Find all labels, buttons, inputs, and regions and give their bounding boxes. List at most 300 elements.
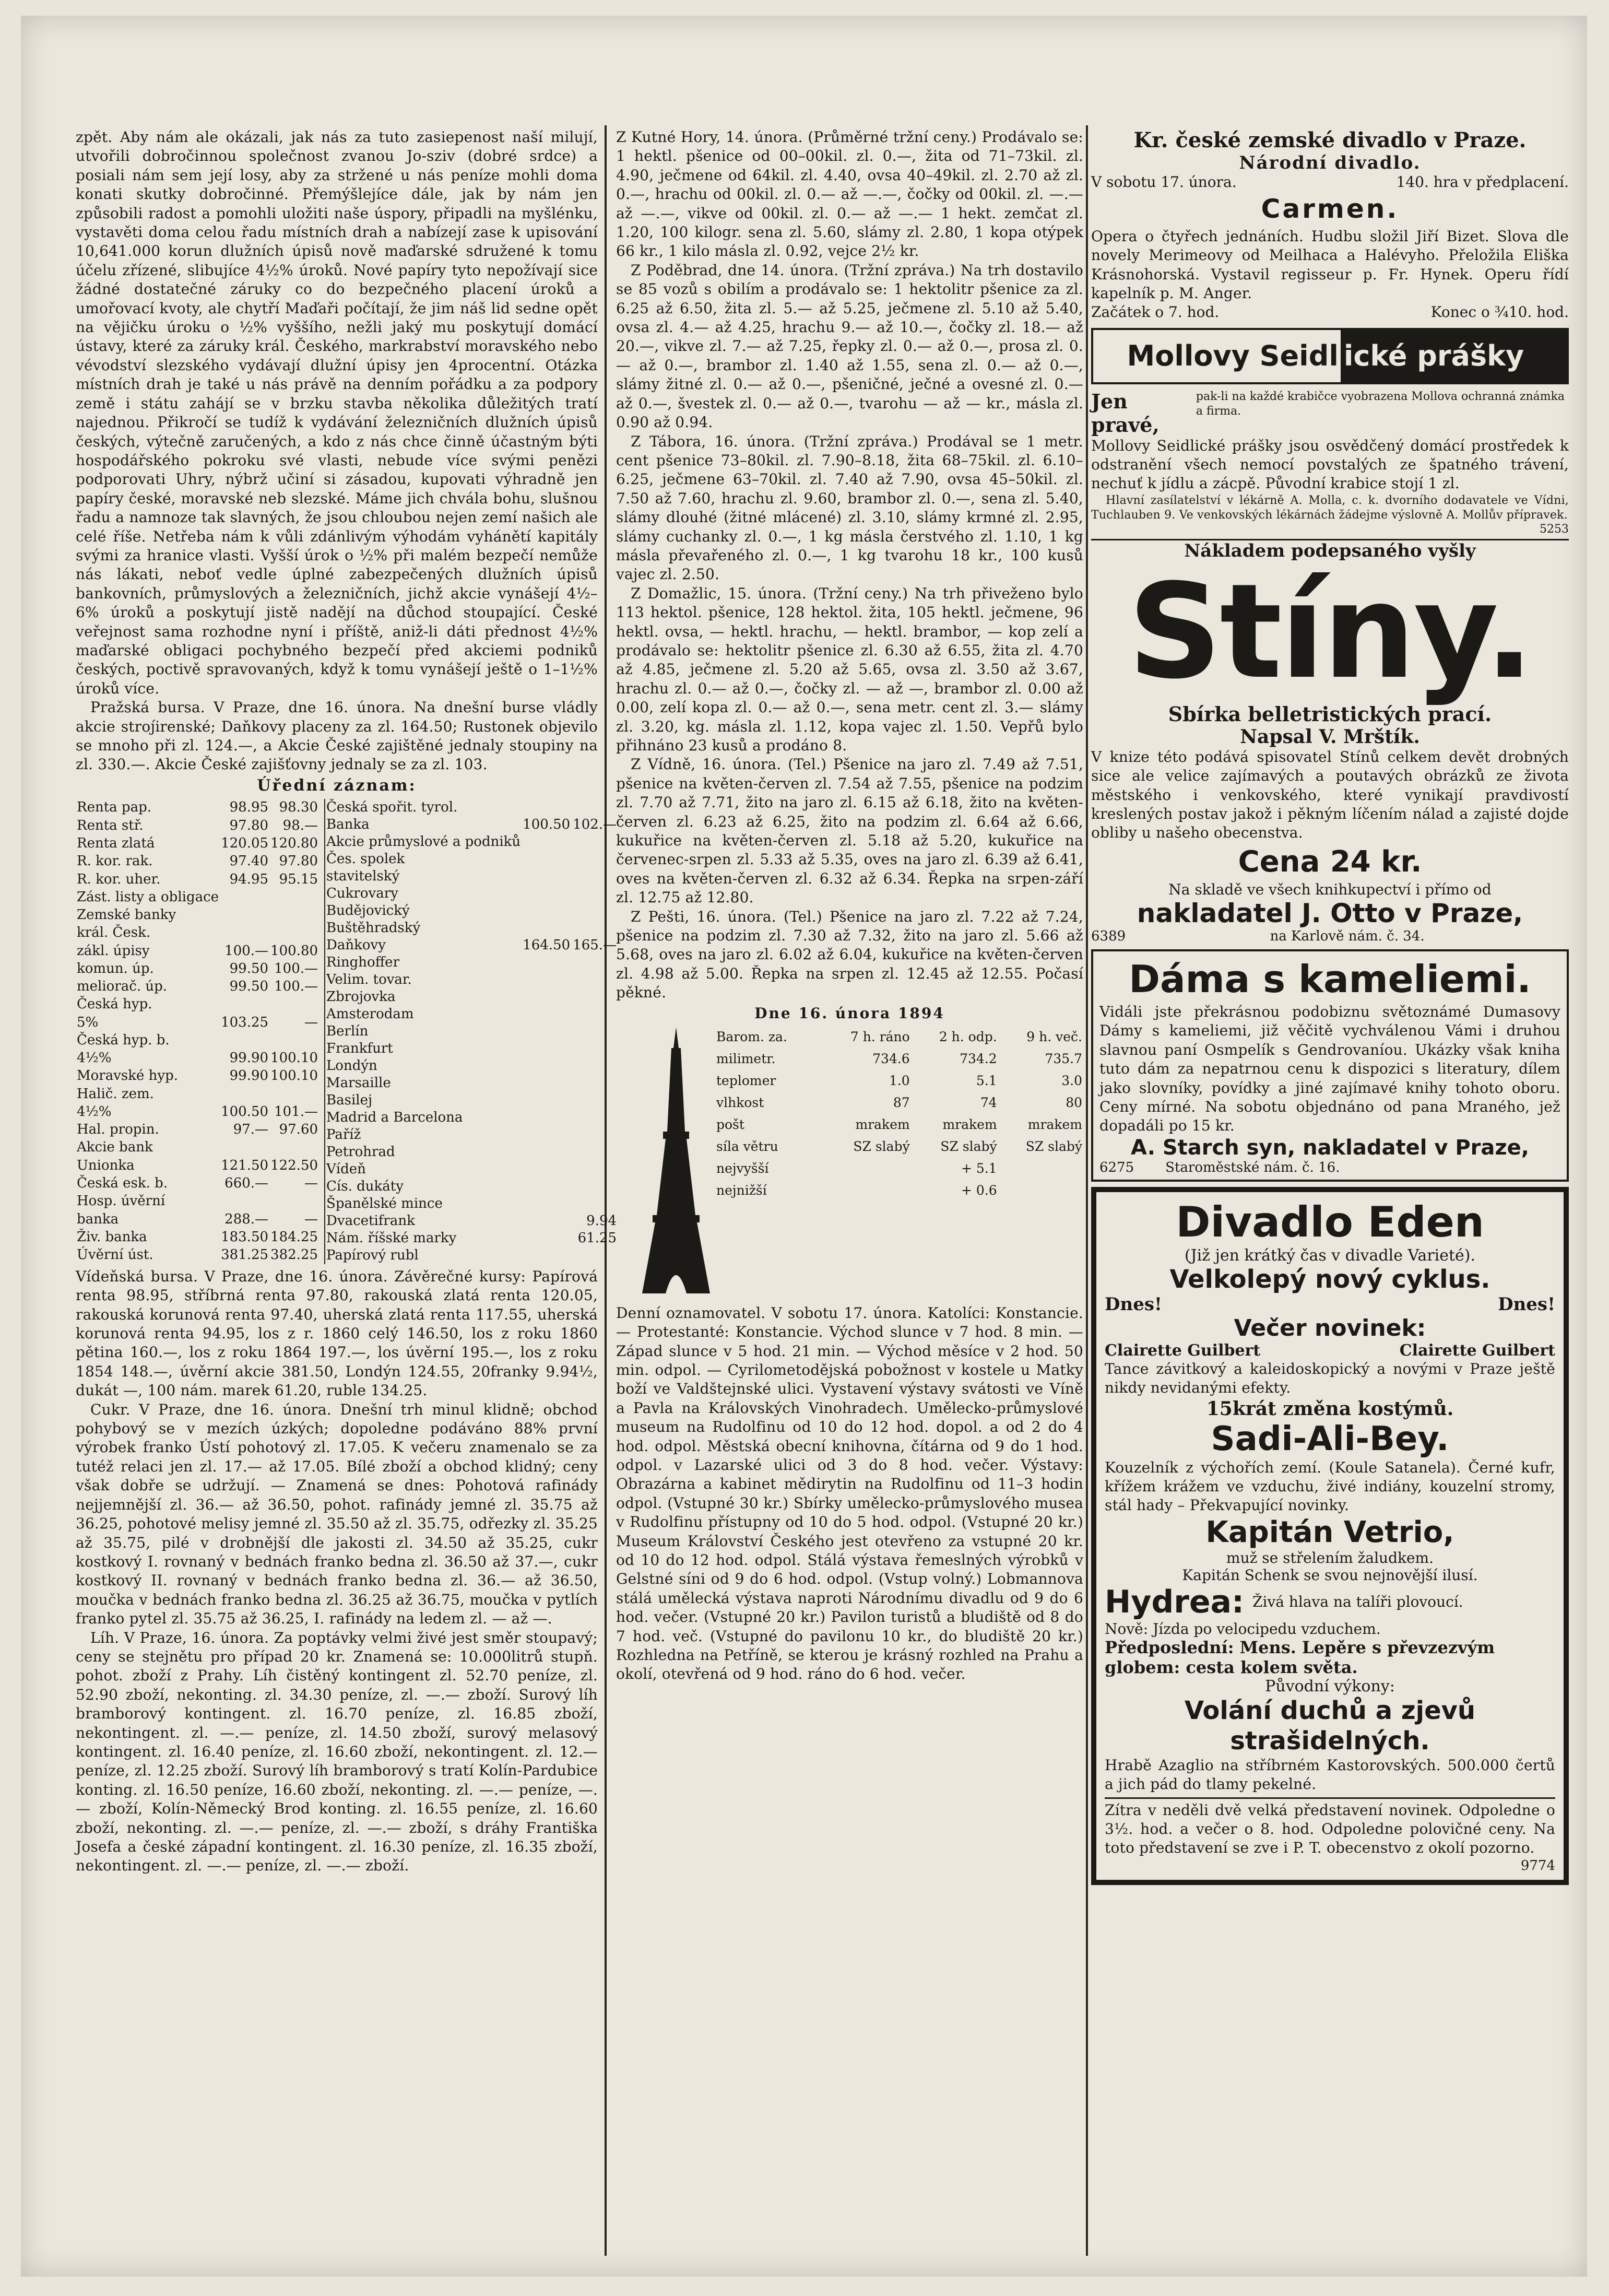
exchange-left-cell: Hosp. úvěrní <box>77 1193 165 1209</box>
exchange-left-cell <box>269 1193 319 1210</box>
stiny-number: 6389 <box>1091 928 1126 944</box>
exchange-right-row <box>325 1057 618 1075</box>
weather-cell: 7 h. ráno <box>850 1029 910 1044</box>
weather-cell: 87 <box>893 1094 910 1110</box>
dama-ad <box>1091 949 1569 1182</box>
exchange-left-cell: 120.80 <box>270 835 318 851</box>
exchange-right-cell <box>522 1212 572 1230</box>
column-3 <box>1091 128 1569 2264</box>
exchange-right-row <box>325 1006 618 1023</box>
weather-cell: 735.7 <box>1045 1051 1082 1066</box>
exchange-left-cell: banka <box>77 1211 119 1227</box>
weather-cell: Barom. za. <box>716 1029 787 1044</box>
exchange-left-cell: 103.25 <box>221 1014 269 1030</box>
exchange-right-cell: Čes. spolek <box>326 851 405 867</box>
exchange-left-row <box>76 924 319 942</box>
moll-depot: Hlavní zasílatelství v lékárně A. Molla, c. k. dvorního dodavatele ve Vídni, Tuchlauben 9. Ve venkovských lékárnách žádejme výslovně A. Mollův přípravek. <box>1091 493 1569 522</box>
exchange-left-cell: Akcie bank <box>77 1139 153 1156</box>
eden-last: Předposlední: Mens. Lepěre s převzezvým globem: cesta kolem světa. <box>1105 1637 1495 1677</box>
exchange-left-row <box>76 978 319 995</box>
exchange-right-cell <box>522 851 572 868</box>
exchange-right-row <box>325 920 618 937</box>
spirits-report: Líh. V Praze, 16. února. Za poptávky velmi živé jest směr stoupavý; ceny se stejnětu pro případ 20 kr. Znamená se: 10.000litrů stupň. pohot. zboží z Prahy. Líh čistěný kontingent zl. 52.70 peníze, zl. 52.90 zboží, nekonting. zl. 34.30 peníze, zl. —.— zboží. Surový líh bramborový kontingent. zl. 16.70 peníze, zl. 16.85 zboží, nekontingent. zl. —.— peníze, zl. 14.50 zboží, surový melasový kontingent. zl. 16.40 peníze, zl. 16.60 zboží, nekontingent. zl. 12.— peníze, zl. 12.25 zboží. Surový líh bramborový s tratí Kolín-Pardubice konting. zl. 16.50 peníze, 16.60 zboží, nekonting. zl. —.— peníze, —.— zboží, Kolín-Německý Brod konting. zl. 16.55 peníze, zl. 16.60 zboží, nekonting. zl. —.— peníze, zl. —.— zboží, s dráhy Františka Josefa a české západní kontingent. zl. 16.30 peníze, zl. 16.35 zboží, nekontingent. zl. —.— peníze, zl. —.— zboží. <box>76 1629 598 1875</box>
daily-notes: Denní oznamovatel. V sobotu 17. února. Katolíci: Konstancie. — Protestanté: Konstancie. Východ slunce v 7 hod. 8 min. — Západ slunce v 5 hod. 21 min. — Východ měsíce v 2 hod. 50 min. odpol. — Cyrilometodějská pobožnost v kostele u Matky boží ve Valdštejnské ulici. Vystavení výstavy svátosti ve Víně a Pavla na Královských Vinohradech. Umělecko-průmyslové museum na Rudolfinu od 10 do 12 hod. dopol. a od 2 do 4 hod. odpol. Městská obecní knihovna, čítárna od 9 do 1 hod. odpol. v Lazarské ulici od 3 do 8 hod. večer. Výstavy: Obrazárna a kabinet mědirytin na Rudolfinu od 11–3 hodin odpol. (Vstupné 30 kr.) Sbírky umělecko-průmyslového musea v Rudolfinu přístupny od 10 do 5 hod. odpol. (Vstupné 20 kr.) Museum Království Českého jest otevřeno za vstupné 20 kr. od 10 do 12 hod. odpol. Stálá výstava řemeslných výrobků v Gelstné síni od 9 do 6 hod. odpol. (Vstup volný.) Lobmannova stálá umělecká výstava naproti Národnímu divadlu od 9 do 6 hod. večer. (Vstupné 20 kr.) Pavilon turistů a bludiště od 8 do 7 hod. več. (Vstupné do pavilonu 10 kr., do bludiště 20 kr.) Rozhledna na Petříně, se kterou je krásný rozhled na Prahu a okolí, otevřená od 9 hod. ráno do 6 hod. večer. <box>616 1304 1083 1683</box>
exchange-left-cell: 97.80 <box>279 853 318 869</box>
exchange-right-cell <box>572 1144 618 1161</box>
exchange-left-cell: Unionka <box>77 1157 135 1173</box>
exchange-tables <box>76 797 617 1267</box>
eden-ad <box>1091 1187 1569 1885</box>
prague-exchange: Pražská bursa. V Praze, dne 16. února. Na dnešní burse vládly akcie stroj́irenské; Daňkovy placeny za zl. 164.50; Rustonek objevilo se mnoho při zl. 124.—, a Akcie České zajištěné jednaly stoupiny na zl. 330.—. Akcie České zajišťovny jednaly se za zl. 103. <box>76 699 598 773</box>
exchange-left-cell <box>269 924 319 942</box>
weather-row <box>715 1114 1083 1136</box>
exchange-left-cell: meliorač. úp. <box>77 979 167 995</box>
eden-title: Divadlo Eden <box>1176 1197 1484 1246</box>
exchange-left-row <box>76 1014 319 1031</box>
exchange-right-row <box>325 868 618 885</box>
eden-number: 9774 <box>1520 1857 1555 1874</box>
exchange-left-row <box>76 817 319 834</box>
exchange-right-cell <box>572 1178 618 1195</box>
exchange-right-cell: Španělské mince <box>326 1195 443 1211</box>
exchange-left-cell: 99.50 <box>229 960 269 976</box>
exchange-right-cell <box>572 920 618 937</box>
exchange-left-cell: komun. úp. <box>77 960 154 976</box>
exchange-right-row <box>325 902 618 920</box>
exchange-left-cell: 100.— <box>224 943 269 959</box>
exchange-left-cell: 100.— <box>274 979 318 995</box>
exchange-left-cell: 101.— <box>274 1103 318 1120</box>
exchange-left-row <box>76 1228 319 1246</box>
exchange-right-cell <box>572 988 618 1006</box>
stiny-text: V knize této podává spisovatel Stínů celkem devět drobných sice ale velice zajímavých a poutavých obrázků ze života městského i venkovského, které vynikají pravdivostí kreslených postav jakož i pěkným líčením nálad a zajisté dojde obliby u našeho obecenstva. <box>1091 748 1569 842</box>
exchange-right-cell: Papírový rubl <box>326 1247 419 1263</box>
intro-paragraph: zpět. Aby nám ale okázali, jak nás za tuto zasiepenost naší milují, utvořili dobročinnou společnost zvanou Jo-sziv (dobré srdce) a posiali nám sem její losy, aby za stržené u nás peníze mohli doma konati skutky dobročinné. Přemýšlejíce dále, jak by nám jen způsobili radost a pomohli uložiti naše úspory, připadli na myšlénku, vystavěti doma celou řadu místních drah a nabízejí zase k upisování 10,641.000 korun dlužních úpisů nově maďarské sdružené k tomu účelu zřízené, slibujíce 4½% úroků. Nové papíry tyto nepožívají sice žádné dostatečné záruky co do bezpečného placení úroků a umořovací kvoty, ale chytří Maďaři počítají, že jim náš lid sedne opět na vějičku úroku o ½% vyššího, nežli jaký mu poskytují domácí ústavy, které za záruky král. Českého, markrabství moravského nebo vévodství slezského vydávají dlužní úpisy jen 4procentní. Otázka místních drah je také u nás právě na denním pořádku a za podpory země i státu zahájí se v brzku stavba několika důležitých tratí najednou. Přikročí se tudíž k vydávání železničních dlužních úpisů českých, výtečně zaručených, a kdo z nás chce činně účastným býti hospodářského pokroku své vlasti, nebude více svými penězi podporovati Uhry, nýbrž učiní si zásadou, kupovati výhradně jen papíry české, moravské neb slezské. Máme jich chvála bohu, slušnou řadu a namnoze tak slavných, že jsou chloubou nejen zemí našich ale celé říše. Netřeba nám k vůli zdánlivým výhodám vyhánětí kapitály svými za hranice vlasti. Vyšší úrok o ½% při malém bezpečí nemůže nás lákati, neboť vedle úplné zabezpečených dlužních úpisů bankovních, průmyslových a železničních, jichž akcie vynášejí 4½–6% úroků a poskytují jistě nadějí na důchod stoupající. České veřejnost sama rozhodne nyní i příště, aniž-li dáti přednost 4½% maďarské obligaci pochybného bezpečí před akciemi podniků českých, poctivě spravovaných, když k tomu vynášejí ještě o 1–1½% úroků více. <box>76 128 598 697</box>
opera-title: Carmen. <box>1261 194 1399 224</box>
exchange-right-cell <box>522 1109 572 1126</box>
exchange-left-cell: zákl. úpisy <box>77 943 150 959</box>
weather-cell: 2 h. odp. <box>939 1029 997 1044</box>
exchange-left-cell: 4½% <box>77 1050 112 1066</box>
eden-today-right: Dnes! <box>1498 1293 1555 1315</box>
exchange-left-row <box>76 1067 319 1085</box>
eden-novelty: Večer novinek: <box>1234 1314 1426 1341</box>
weather-cell: nejnižší <box>716 1182 767 1198</box>
exchange-left-cell: Hal. propin. <box>77 1122 159 1138</box>
sugar-report: Cukr. V Praze, dne 16. února. Dnešní trh minul klidně; obchod pohybový se v mezích úzkých; dopoledne podáváno 88% první výrobek franko Ústí pohotový zl. 17.05. K večeru znamenalo se za tutéž relaci jen zl. 17.— až 17.05. Bílé zboží a obchod klidný; ceny však dobře se udržují. — Znamená se dnes: Pohotová rafinády nejjemnější zl. 36.— až 36.50, pohot. rafinády jemné zl. 35.75 až 36.25, pohotové melisy jemné zl. 35.50 až zl. 35.75, odřezky zl. 35.25 až 35.75, pilé v drobnější dle jakosti zl. 34.50 až 35.25, cukr kostkový I. rovnaný v bednách franko bedna zl. 36.50 až 37.—, cukr kostkový II. rovnaný v bednách franko bedna zl. 36.— až 36.50, moučka v bednách franko bedna zl. 36.25 až 36.75, moučka v pytlích franko pytel zl. 35.75 až 36.25, I. rafinády na ledem zl. — až —. <box>76 1400 598 1628</box>
opera-description: Opera o čtyřech jednáních. Hudbu složil Jiří Bizet. Slova dle novely Merimeovy od Meilhaca a Halévyho. Přeložila Eliška Krásnohorská. Vystavil regisseur p. Fr. Hynek. Operu řídí kapelník p. M. Anger. <box>1091 228 1569 302</box>
exchange-right-row <box>325 885 618 902</box>
dama-footer <box>1099 1160 1560 1175</box>
column-2 <box>616 128 1083 2264</box>
exchange-left-cell: 100.80 <box>270 943 318 959</box>
exchange-left-cell: Renta zlatá <box>77 835 155 851</box>
exchange-right-cell: Banka <box>326 816 370 832</box>
exchange-right-row <box>325 1195 618 1212</box>
theatre-subtitle: Národní divadlo. <box>1239 152 1421 173</box>
exchange-right-cell <box>572 1006 618 1023</box>
exchange-right-row <box>325 816 618 833</box>
exchange-left-cell: Živ. banka <box>77 1229 147 1245</box>
exchange-left-cell: 98.95 <box>229 799 269 816</box>
theatre-date-row <box>1091 173 1569 191</box>
exchange-right-row <box>325 1075 618 1092</box>
theatre-title: Kr. české zemské divadlo v Praze. <box>1133 128 1527 152</box>
exchange-left-cell: Moravské hyp. <box>77 1068 178 1084</box>
eden-sadi-desc: Kouzelník z výchořích zemí. (Koule Satanela). Černé kufr, křížem krážem ve vzduchu, živé indiány, kouzelní stromy, stál hady – Překvapující novinky. <box>1105 1458 1555 1514</box>
exchange-left-cell <box>220 888 269 906</box>
exchange-right-cell <box>572 1092 618 1109</box>
theatre-date: V sobotu 17. února. <box>1091 173 1237 191</box>
exchange-left-row <box>76 799 319 817</box>
exchange-left-cell <box>269 888 319 906</box>
exchange-right-cell: Petrohrad <box>326 1144 395 1160</box>
exchange-right-cell <box>572 954 618 971</box>
stiny-address: na Karlově nám. č. 34. <box>1270 928 1425 944</box>
stiny-lead: Nákladem podepsaného vyšly <box>1091 539 1569 561</box>
exchange-right-cell: 9.94 <box>586 1212 617 1229</box>
weather-cell: 5.1 <box>976 1073 997 1088</box>
exchange-right-row <box>325 1126 618 1144</box>
eden-costume: 15krát změna kostýmů. <box>1206 1397 1454 1420</box>
exchange-right-cell <box>572 885 618 902</box>
opera-times <box>1091 303 1569 321</box>
exchange-right-cell <box>522 1161 572 1178</box>
exchange-right-row <box>325 1023 618 1040</box>
exchange-left-cell <box>220 1193 269 1210</box>
exchange-left-cell: Renta pap. <box>77 799 151 816</box>
exchange-right-cell <box>572 851 618 868</box>
exchange-right-cell: Cukrovary <box>326 885 398 901</box>
weather-cell <box>998 1158 1083 1180</box>
exchange-right-cell: 100.50 <box>523 816 571 832</box>
weather-cell: 1.0 <box>889 1073 910 1088</box>
eden-footer-block <box>1105 1797 1555 1874</box>
exchange-right-cell <box>572 1023 618 1040</box>
exchange-left-row <box>76 1050 319 1067</box>
stiny-footer <box>1091 928 1569 944</box>
eden-guilbert-row <box>1105 1341 1555 1360</box>
exchange-left-cell: 121.50 <box>221 1157 269 1173</box>
exchange-left-cell: 97.60 <box>279 1122 318 1138</box>
exchange-right-cell: 164.50 <box>523 937 571 953</box>
exchange-left-cell: 99.50 <box>229 979 269 995</box>
weather-cell: 80 <box>1066 1094 1082 1110</box>
exchange-right-cell <box>522 868 572 885</box>
exchange-right-cell: Londýn <box>326 1057 377 1074</box>
stiny-price: Cena 24 kr. <box>1238 844 1422 879</box>
exchange-left-cell: 95.15 <box>279 871 318 887</box>
stiny-order: Na skladě ve všech knihkupectví i přímo od <box>1168 880 1492 898</box>
exchange-right-cell <box>572 799 618 816</box>
exchange-left-cell: 100.10 <box>270 1050 318 1066</box>
exchange-left-cell <box>220 906 269 924</box>
weather-row <box>715 1026 1083 1048</box>
weather-cell: mrakem <box>1027 1116 1082 1132</box>
exchange-right-cell: Budějovický <box>326 902 410 919</box>
weather-cell: pošt <box>716 1116 744 1132</box>
exchange-left-cell: 97.40 <box>229 853 269 869</box>
exchange-right-row <box>325 1178 618 1195</box>
moll-text: Mollovy Seidlické prášky jsou osvědčený domácí prostředek k odstranění všech nemocí povstalých ze špatného trávení, nechuť k jídlu a zácpě. Původní krabice stojí 1 zl. <box>1091 437 1569 492</box>
eden-schenk: Kapitán Schenk se svou nejnovější ilusí. <box>1182 1566 1478 1584</box>
weather-cell: vlhkost <box>716 1094 764 1110</box>
exchange-left-cell <box>269 1031 319 1049</box>
eden-subtitle: (Již jen krátký čas v divadle Varieté). <box>1184 1246 1476 1265</box>
exchange-left-cell: 5% <box>77 1014 99 1030</box>
exchange-right-cell <box>572 1126 618 1144</box>
weather-cell <box>821 1180 910 1202</box>
weather-cell: síla větru <box>716 1138 778 1154</box>
exchange-right-cell <box>572 1075 618 1092</box>
podebrady-market: Z Poděbrad, dne 14. února. (Tržní zpráva.) Na trh dostavilo se 85 vozů s obilím a prodávalo se: 1 hektolitr pšenice za zl. 6.25 až 6.50, žita zl. 5.— až 5.25, ječmene zl. 5.10 až 5.40, ovsa zl. 4.— až 4.25, hrachu 9.— až 10.—, čočky zl. 18.— až 20.—, vikve zl. 7.— až 7.25, řepky zl. 0.— až 0.—, prosa zl. 0.— až 0.—, brambor zl. 1.40 až 1.55, sena zl. 0.— až 0.—, slámy žitné zl. 0.— až 0.—, pšeničné, ječné a ovesné zl. 0.— až 0.—, švestek zl. 0.— až 0.—, tvarohu — až — kr., másla zl. 0.90 až 0.94. <box>616 261 1083 431</box>
exchange-left-row <box>76 1085 319 1103</box>
exchange-right-cell <box>572 1195 618 1212</box>
weather-cell <box>821 1158 910 1180</box>
weather-cell: 734.2 <box>960 1051 997 1066</box>
exchange-right-cell <box>522 1057 572 1075</box>
opera-start: Začátek o 7. hod. <box>1091 303 1220 321</box>
exchange-left-row <box>76 1246 319 1264</box>
exchange-right-row <box>325 851 618 868</box>
exchange-left-cell: 97.— <box>233 1122 269 1138</box>
exchange-right-cell <box>522 885 572 902</box>
exchange-right-cell <box>522 954 572 971</box>
exchange-right-cell <box>572 833 618 851</box>
exchange-right-cell: Berlín <box>326 1023 369 1039</box>
exchange-right-cell <box>522 1195 572 1212</box>
exchange-right-cell <box>522 902 572 920</box>
official-notes-heading: Úřední záznam: <box>257 776 417 795</box>
theatre-performance: 140. hra v předplacení. <box>1396 173 1569 191</box>
exchange-left-cell <box>269 996 319 1014</box>
weather-cell: 74 <box>980 1094 997 1110</box>
eden-kapitan: Kapitán Vetrio, <box>1205 1515 1454 1549</box>
exchange-left-row <box>76 996 319 1014</box>
exchange-right-cell: Ringhoffer <box>326 954 399 970</box>
exchange-left-cell <box>220 1139 269 1157</box>
eden-hydrea-row <box>1105 1584 1555 1620</box>
exchange-right-cell <box>522 1144 572 1161</box>
exchange-right-cell: Madrid a Barcelona <box>326 1109 463 1125</box>
exchange-left-cell: 97.80 <box>229 817 269 833</box>
weather-block <box>616 1024 1083 1304</box>
exchange-right-cell <box>522 833 572 851</box>
exchange-left-cell: Česká esk. b. <box>77 1175 168 1192</box>
weather-cell: teplomer <box>716 1073 776 1088</box>
kutna-hora-market: Z Kutné Hory, 14. února. (Průměrné tržní ceny.) Prodávalo se: 1 hektl. pšenice od 00–00kil. zl. 0.—, žita od 71–73kil. zl. 4.90, ječmene od 64kil. zl. 4.40, ovsa 40–49kil. zl. 2.70 až zl. 0.—, hrachu od 00kil. zl. 0.— až —.—, čočky od 00kil. zl. —.— až —.—, vikve od 00kil. zl. 0.— až —.— 1 hekt. zemčat zl. 1.20, 100 kilogr. sena zl. 5.60, slámy zl. 2.80, 1 kopa otýpek 66 kr., 1 kilo másla zl. 0.92, vejce 2½ kr. <box>616 128 1083 260</box>
exchange-right-row <box>325 988 618 1006</box>
exchange-right-cell: Nám. říšské marky <box>326 1230 457 1246</box>
exchange-right-cell: Daňkovy <box>326 937 386 953</box>
exchange-right-cell <box>522 1040 572 1057</box>
exchange-right-row <box>325 1109 618 1126</box>
exchange-left-cell: — <box>304 1175 318 1192</box>
dama-text: Vidáli jste překrásnou podobiznu světoznámé Dumasovy Dámy s kameliemi, již věčitě vychválenou Vámi i druhou slavnou paní Osmpelík s Gendrovaníou. Ukázky však kniha tuto dám za nepatrnou cenu k dispozici s literatury, dílem jako slovníky, povídky a jiné zajímavé knihy tohoto oboru. Ceny mírné. Na sobotu objednáno od pana Mraného, jež dopadáli po 15 kr. <box>1099 1003 1560 1135</box>
exchange-right-row <box>325 1040 618 1057</box>
exchange-right-row <box>325 799 618 816</box>
moll-lead-row <box>1091 390 1569 437</box>
stiny-title: Stíny. <box>1128 555 1532 708</box>
exchange-right-row <box>325 954 618 971</box>
exchange-left-cell: Halič. zem. <box>77 1086 154 1102</box>
weather-cell: 734.6 <box>872 1051 910 1066</box>
stiny-publisher: nakladatel J. Otto v Praze, <box>1137 898 1523 928</box>
exchange-right-row <box>325 1230 618 1247</box>
exchange-left-cell: 99.90 <box>229 1068 269 1084</box>
eden-kapitan-desc: muž se střelením žaludkem. <box>1226 1549 1434 1567</box>
exchange-right-row <box>325 1092 618 1109</box>
exchange-left-row <box>76 906 319 924</box>
stiny-subtitle: Sbírka belletristických prací. <box>1168 702 1492 726</box>
weather-row <box>715 1048 1083 1070</box>
weather-cell: SZ slabý <box>853 1138 910 1154</box>
domazlice-market: Z Domažlic, 15. února. (Tržní ceny.) Na trh přiveženo bylo 113 hektol. pšenice, 128 hektol. žita, 105 hektl. ječmene, 96 hektl. ovsa, — hektl. hrachu, — hektl. brambor, — kop zelí a prodávalo se: hektolitr pšenice zl. 6.30 až 6.55, žita zl. 4.70 až 4.85, ječmene zl. 5.20 až 5.65, ovsa zl. 3.50 až 3.67, hrachu zl. 0.— až 0.—, čočky zl. — až —, brambor zl. 0.00 až 0.00, zelí kopa zl. 0.— až 0.—, sena metr. cent zl. 3.— slámy zl. 3.20, kg. másla zl. 1.12, kopa vajec zl. 1.50. Vepřů bylo přihnáno 23 kusů a prodáno 8. <box>616 584 1083 754</box>
exchange-right-cell: stavitelský <box>326 868 400 884</box>
weather-row <box>715 1070 1083 1092</box>
exchange-left-row <box>76 1174 319 1192</box>
moll-lead-small: pak-li na každé krabičce vyobrazena Mollova ochranná známka a firma. <box>1196 390 1565 418</box>
exchange-right-cell: Paříž <box>326 1126 361 1143</box>
exchange-left-row <box>76 1139 319 1157</box>
exchange-left-cell: 660.— <box>224 1175 269 1192</box>
eden-today-left: Dnes! <box>1105 1293 1162 1315</box>
exchange-left-cell: 122.50 <box>270 1157 318 1173</box>
exchange-right-cell <box>522 920 572 937</box>
exchange-right-cell <box>522 1023 572 1040</box>
eden-footer: Zítra v neděli dvě velká představení novinek. Odpoledne o 3½. hod. a večer o 8. hod. Odpoledne polovičné ceny. Na toto představení se zve i P. T. obecenstvo z okolí pozorno. <box>1105 1801 1555 1857</box>
exchange-left-row <box>76 960 319 978</box>
weather-row <box>715 1136 1083 1158</box>
exchange-left-cell: 100.10 <box>270 1068 318 1084</box>
weather-cell: SZ slabý <box>1025 1138 1082 1154</box>
weather-cell: mrakem <box>942 1116 997 1132</box>
weather-row <box>715 1158 1083 1180</box>
eden-cycle: Velkolepý nový cyklus. <box>1169 1264 1490 1294</box>
exchange-left-cell: — <box>304 1014 318 1030</box>
opera-end: Konec o ¾10. hod. <box>1430 303 1569 321</box>
weather-cell: 9 h. več. <box>1026 1029 1082 1044</box>
exchange-left-row <box>76 888 319 906</box>
exchange-right-cell: Zbrojovka <box>326 988 396 1005</box>
exchange-left-row <box>76 853 319 870</box>
exchange-left-cell <box>220 1031 269 1049</box>
exchange-left-row <box>76 1121 319 1139</box>
exchange-left-cell: 183.50 <box>221 1229 269 1245</box>
exchange-right-cell <box>572 1247 618 1264</box>
exchange-table-left <box>76 799 319 1264</box>
exchange-right-cell <box>522 1126 572 1144</box>
weather-cell: + 0.6 <box>961 1182 997 1198</box>
exchange-right-cell <box>572 868 618 885</box>
weather-cell: SZ slabý <box>940 1138 997 1154</box>
weather-cell: mrakem <box>855 1116 910 1132</box>
exchange-right-cell <box>572 1057 618 1075</box>
eden-guilbert-left: Clairette Guilbert <box>1105 1341 1261 1360</box>
weather-row <box>715 1180 1083 1202</box>
exchange-table-right <box>324 799 618 1264</box>
exchange-left-cell: 288.— <box>224 1211 269 1227</box>
exchange-right-cell <box>522 1230 572 1247</box>
exchange-right-row <box>325 1161 618 1178</box>
exchange-left-row <box>76 1157 319 1174</box>
exchange-right-cell: Česká spořit. tyrol. <box>326 799 458 815</box>
eden-count: Hrabě Azaglio na stříbrném Kastorovských. 500.000 čertů a jich pád do tlamy pekelné. <box>1105 1756 1555 1793</box>
exchange-left-cell: 4½% <box>77 1103 112 1120</box>
exchange-left-cell <box>220 996 269 1014</box>
moll-banner-right: ické prášky <box>1341 330 1567 382</box>
exchange-right-cell <box>522 1075 572 1092</box>
exchange-left-cell: 100.50 <box>221 1103 269 1120</box>
weather-table <box>715 1026 1083 1202</box>
exchange-right-row <box>325 833 618 851</box>
exchange-left-cell: Zást. listy a obligace <box>77 889 219 905</box>
exchange-left-cell <box>269 906 319 924</box>
eden-ghosts: Volání duchů a zjevů strašidelných. <box>1184 1695 1476 1756</box>
exchange-right-row <box>325 937 618 954</box>
exchange-left-cell: 94.95 <box>229 871 269 887</box>
vienna-exchange: Vídeňská bursa. V Praze, dne 16. února. Závěrečné kursy: Papírová renta 98.95, stříbrná renta 97.80, rakouská zlatá renta 120.05, rakouská korunová renta 97.40, uherská zlatá renta 117.55, uherská korunová renta 94.95, los z r. 1860 celý 146.50, los z roku 1860 pětina 160.—, los z roku 1864 197.—, los úvěrní 195.—, los z roku 1854 148.—, úvěrní akcie 381.50, Londýn 124.55, 20franky 9.94½, dukát —, 100 nám. marek 61.20, ruble 134.25. <box>76 1267 598 1399</box>
exchange-left-cell: Česká hyp. <box>77 996 152 1012</box>
exchange-left-cell: R. kor. uher. <box>77 871 161 887</box>
exchange-right-cell: Marsaille <box>326 1075 391 1091</box>
exchange-left-row <box>76 1103 319 1121</box>
moll-banner-left: Mollovy Seidl <box>1127 339 1339 373</box>
exchange-left-row <box>76 870 319 888</box>
exchange-left-cell: 98.— <box>282 817 318 833</box>
eden-hydrea: Hydrea: <box>1105 1583 1245 1620</box>
weather-row <box>715 1092 1083 1114</box>
newspaper-page <box>21 16 1587 2277</box>
exchange-left-cell: R. kor. rak. <box>77 853 153 869</box>
tabor-market: Z Tábora, 16. února. (Tržní zpráva.) Prodával se 1 metr. cent pšenice 73–80kil. zl. 7.90–8.18, žita 68–75kil. zl. 6.10–6.25, ječmene 63–70kil. zl. 7.40 až 7.90, ovsa 45–50kil. zl. 7.50 až 7.60, hrachu zl. 9.60, brambor zl. 0.—, sena zl. 5.40, slámy dlouhé (žitné mlácené) zl. 3.10, slámy krmné zl. 2.95, slámy cuchanky zl. 0.—, 1 kg másla čerstvého zl. 1.10, 1 kg másla převařeného zl. 0.—, 1 kg tvarohu 18 kr., 100 kusů vajec zl. 2.50. <box>616 432 1083 583</box>
vienna-market: Z Vídně, 16. února. (Tel.) Pšenice na jaro zl. 7.49 až 7.51, pšenice na květen-červen zl. 7.54 až 7.55, pšenice na podzim zl. 7.70 až 7.71, žito na jaro zl. 6.15 až 6.18, žito na květen-červen zl. 6.23 až 6.25, žito na podzim zl. 6.64 až 6.66, kukuřice na květen-červen zl. 5.18 až 5.20, kukuřice na červenec-srpen zl. 5.33 až 5.35, oves na jaro zl. 6.39 až 6.41, oves na květen-červen zl. 6.32 až 6.34. Řepka na srpen-září zl. 12.75 až 12.80. <box>616 756 1083 906</box>
exchange-right-cell <box>572 1161 618 1178</box>
exchange-right-cell: 102.— <box>573 816 617 832</box>
exchange-left-row <box>76 1210 319 1228</box>
exchange-left-row <box>76 1031 319 1049</box>
dama-number: 6275 <box>1099 1159 1134 1175</box>
exchange-left-cell: král. Česk. <box>77 925 151 941</box>
exchange-right-cell: Dvacetifrank <box>326 1212 415 1229</box>
exchange-right-row <box>325 1212 618 1230</box>
observatory-tower-icon <box>637 1027 715 1301</box>
exchange-right-cell: Basilej <box>326 1092 373 1108</box>
exchange-left-cell: Úvěrní úst. <box>77 1247 153 1263</box>
exchange-right-row <box>325 1247 618 1264</box>
exchange-right-cell: Vídeň <box>326 1161 366 1177</box>
eden-new: Nově: Jízda po velocipedu vzduchem. <box>1105 1620 1381 1638</box>
exchange-left-row <box>76 834 319 852</box>
exchange-left-cell: 381.25 <box>221 1247 269 1263</box>
exchange-left-cell <box>269 1139 319 1157</box>
moll-banner <box>1091 328 1569 384</box>
weather-heading: Dne 16. února 1894 <box>754 1004 945 1022</box>
exchange-right-cell: 165.— <box>573 937 617 953</box>
exchange-right-cell <box>522 1178 572 1195</box>
dama-publisher: A. Starch syn, nakladatel v Praze, <box>1131 1135 1529 1160</box>
exchange-left-cell: Česká hyp. b. <box>77 1032 170 1048</box>
exchange-left-cell: — <box>304 1211 318 1227</box>
exchange-left-cell: 100.— <box>274 960 318 976</box>
exchange-right-cell <box>572 971 618 988</box>
eden-sadi: Sadi-Ali-Bey. <box>1211 1419 1449 1458</box>
exchange-left-cell: Renta stř. <box>77 817 144 833</box>
weather-cell: nejvyšší <box>716 1160 769 1176</box>
dama-address: Staroměstské nám. č. 16. <box>1165 1159 1340 1175</box>
exchange-right-cell <box>522 799 572 816</box>
exchange-left-cell: Zemské banky <box>77 907 176 923</box>
